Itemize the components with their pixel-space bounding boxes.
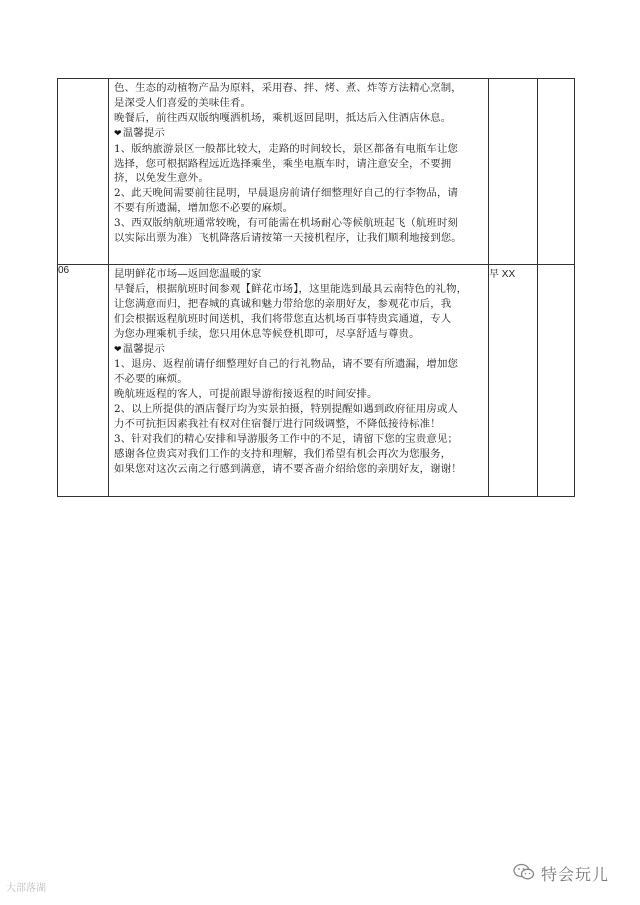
hotel-cell [538, 265, 575, 497]
wechat-icon [513, 863, 535, 885]
description-cell [109, 265, 489, 497]
description-line: 色、生态的动植物产品为原料，采用舂、拌、烤、煮、炸等方法精心烹制， [114, 82, 462, 94]
watermark-left: 大部落湖 [6, 883, 46, 894]
itinerary-row-day6 [58, 265, 575, 497]
itinerary-table [57, 78, 575, 497]
description-line: 3、针对我们的精心安排和导游服务工作中的不足，请留下您的宝贵意见； [114, 432, 459, 445]
description-line: 1、退房、返程前请仔细整理好自己的行礼物品，请不要有所遗漏，增加您 [114, 358, 459, 371]
description-line: 1、版纳旅游景区一般都比较大，走路的时间较长，景区都备有电瓶车让您 [114, 142, 459, 155]
description-line: 以实际出票为准）飞机降落后请按第一天接机程序，让我们顺利地接到您。 [114, 232, 462, 245]
description-line: 为您办理乘机手续，您只用休息等候登机即可，尽享舒适与尊贵。 [114, 327, 420, 340]
description-line: 挤，以免发生意外。 [114, 172, 209, 185]
description-line: 们会根据返程航班时间送机，我们将带您直达机场百事特贵宾通道，专人 [114, 312, 452, 325]
tip-heading: ❤ 温馨提示 [114, 342, 484, 358]
description-line: 力不可抗拒因素我社有权对住宿餐厅进行同级调整，不降低接待标准！ [114, 418, 441, 431]
description-line: 3、西双版纳航班通常较晚，有可能需在机场耐心等候航班起飞（航班时刻 [114, 217, 459, 230]
description-line: 晚航班返程的客人，可提前跟导游衔接返程的时间安排。 [114, 388, 378, 401]
day-cell [58, 79, 109, 265]
description-line: 不要有所遗漏，增加您不必要的麻烦。 [114, 202, 294, 215]
description-line: 早餐后，根据航班时间参观【鲜花市场】，这里能选到最具云南特色的礼物， [114, 282, 468, 295]
description-line: 感谢各位贵宾对我们工作的支持和理解，我们希望有机会再次为您服务， [114, 447, 452, 460]
meal-cell: 早 XX [489, 265, 538, 497]
description-line: 让您满意而归，把春城的真诚和魅力带给您的亲朋好友，参观花市后，我 [114, 297, 452, 310]
description-line: 是深受人们喜爱的美味佳肴。 [114, 96, 252, 109]
description-line: 昆明鲜花市场—返回您温暖的家 [114, 268, 262, 280]
meal-cell [489, 79, 538, 265]
description-line: 2、此天晚间需要前往昆明，早晨退房前请仔细整理好自己的行李物品，请 [114, 187, 459, 200]
description-cell [109, 79, 489, 265]
tip-heading: ❤ 温馨提示 [114, 126, 484, 142]
description-line: 不必要的麻烦。 [114, 373, 188, 386]
day-cell: 06 [58, 265, 109, 497]
description-text [109, 79, 488, 248]
description-line: 选择，您可根据路程远近选择乘坐，乘坐电瓶车时，请注意安全，不要拥 [114, 157, 452, 170]
hotel-cell [538, 79, 575, 265]
description-line: 晚餐后，前往西双版纳嘎洒机场，乘机返回昆明，抵达后入住酒店休息。 [114, 111, 452, 124]
description-line: 如果您对这次云南之行感到满意，请不要吝啬介绍给您的亲朋好友，谢谢！ [114, 462, 462, 475]
description-text [109, 265, 488, 479]
itinerary-row-day5 [58, 79, 575, 265]
watermark-right-text: 特会玩儿 [541, 865, 610, 884]
description-line: 2、以上所提供的酒店餐厅均为实景拍摄，特别提醒如遇到政府征用房或人 [114, 403, 459, 416]
watermark-right [513, 862, 609, 885]
